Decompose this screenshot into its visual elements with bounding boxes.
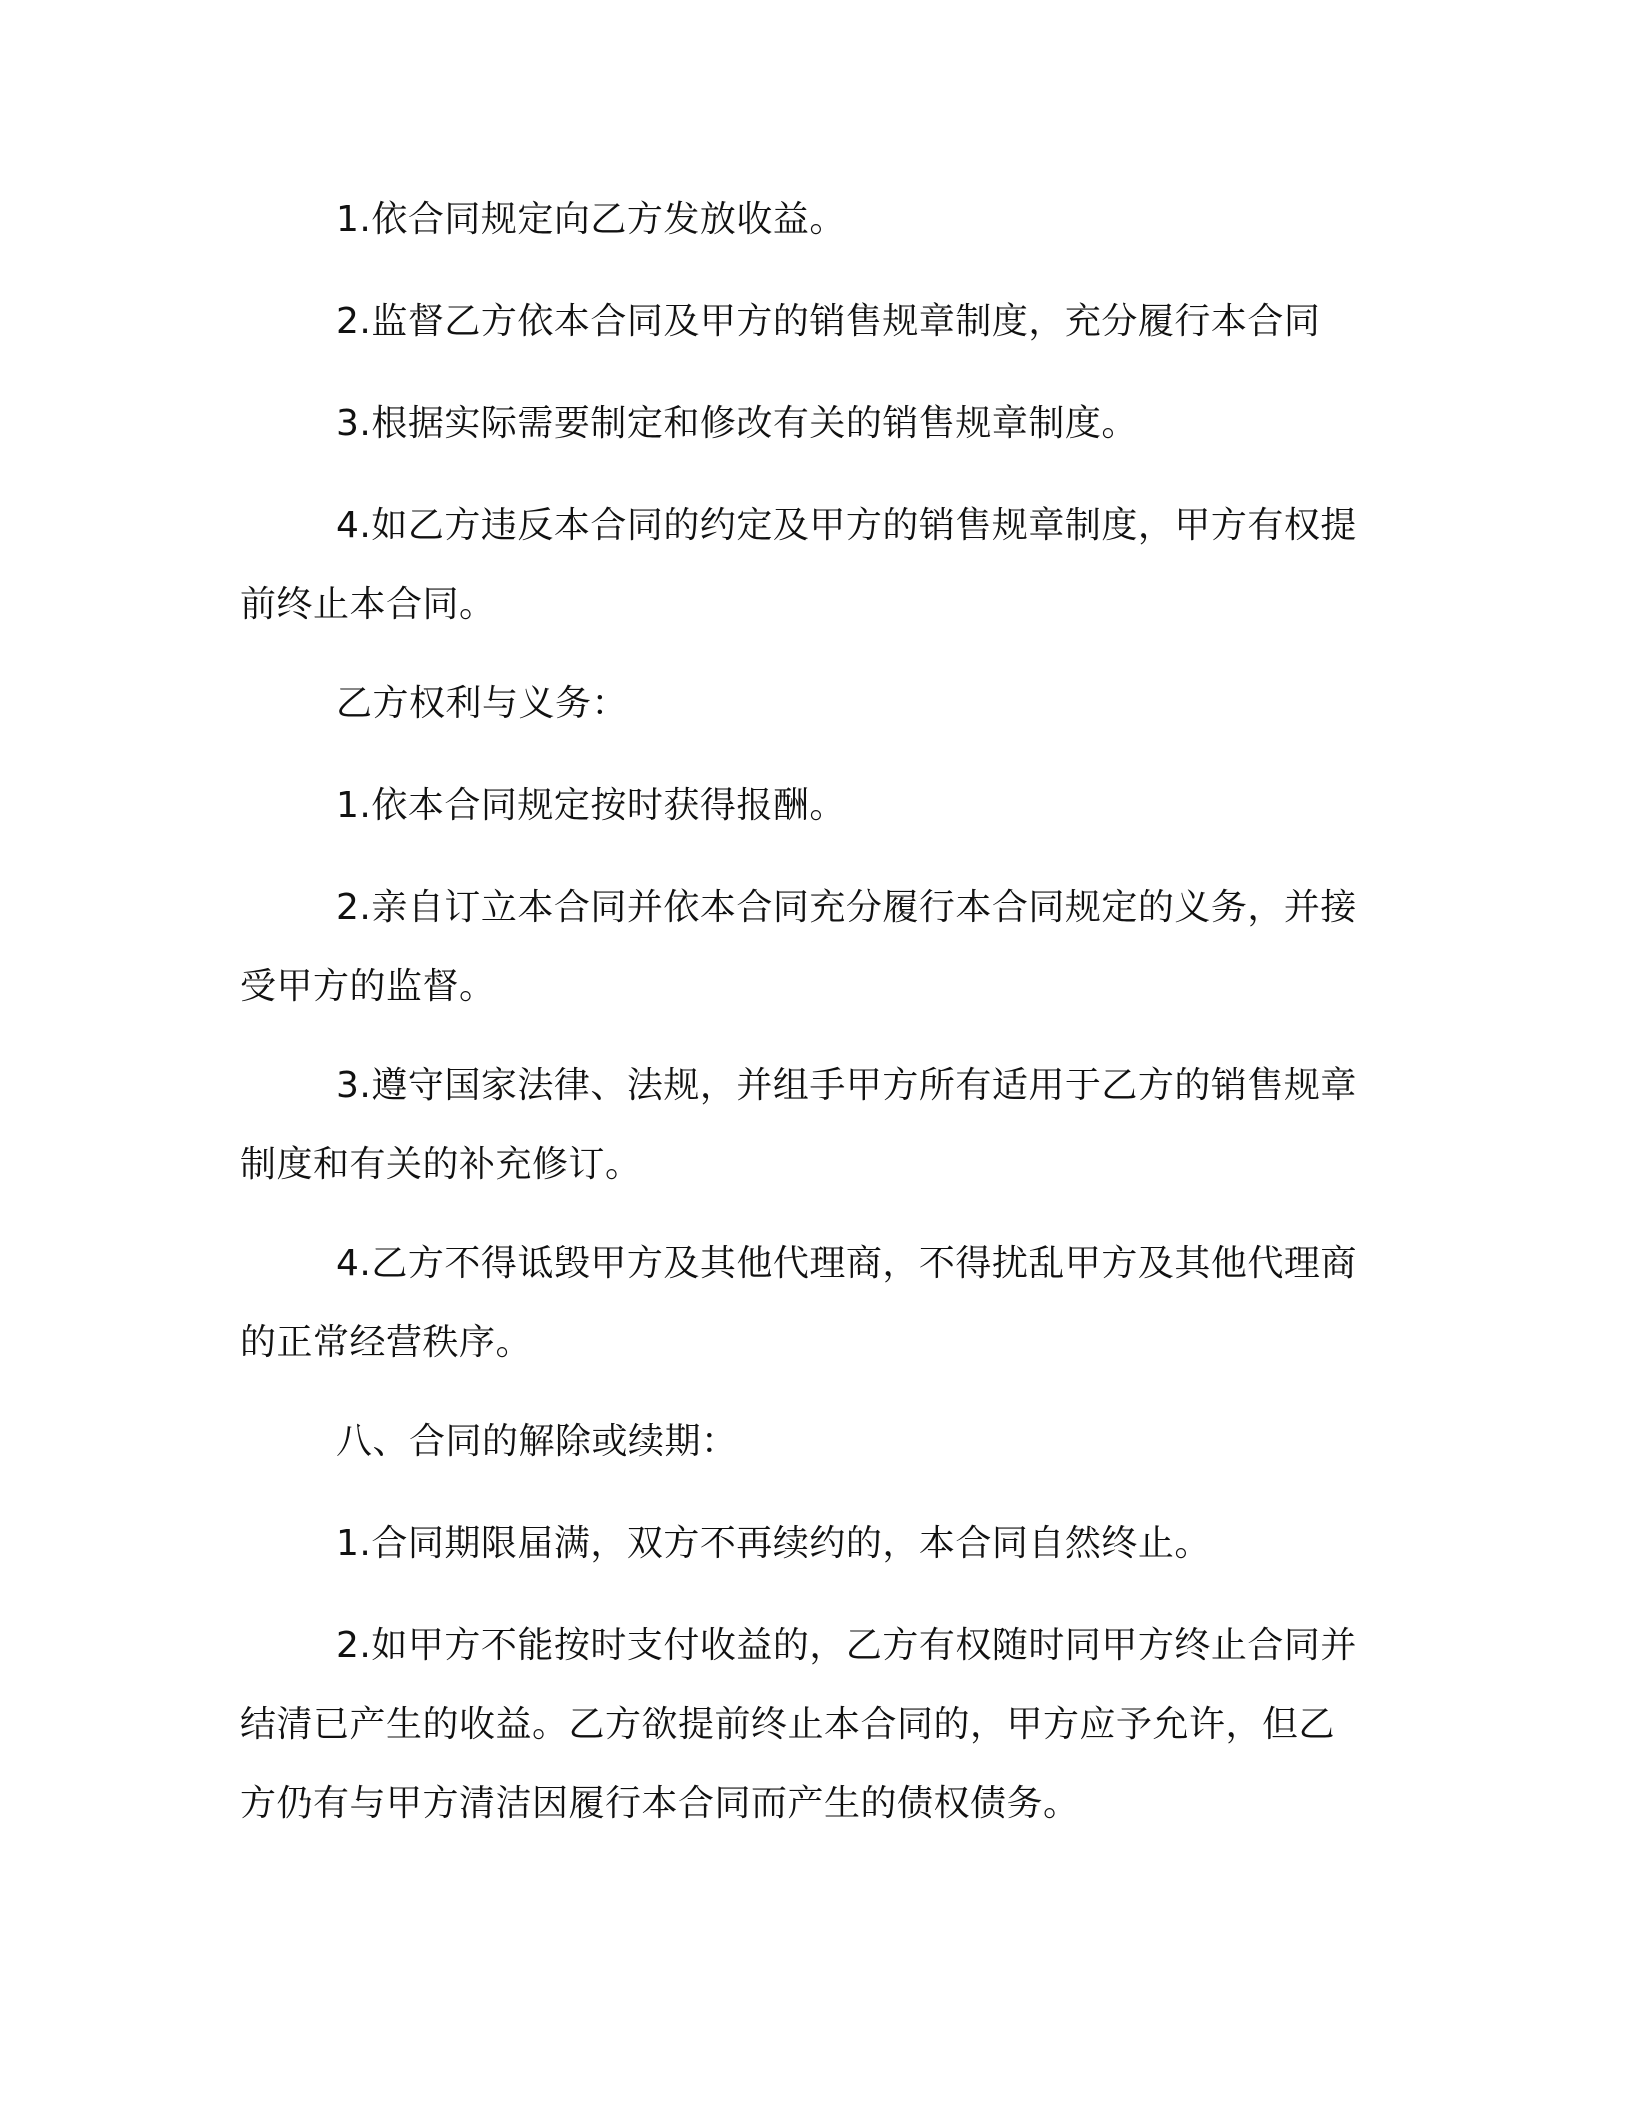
obligation-paragraph-3: 3.根据实际需要制定和修改有关的销售规章制度。 [336,403,1138,444]
obligation-paragraph-2: 2.监督乙方依本合同及甲方的销售规章制度，充分履行本合同 [336,301,1321,342]
termination-paragraph-2: 2.如甲方不能按时支付收益的，乙方有权随时同甲方终止合同并结清已产生的收益。乙方欲提前终止本合同的，甲方应予允许，但乙方仍有与甲方清洁因履行本合同而产生的债权债务。 [240,1625,1357,1824]
party-b-paragraph-4: 4.乙方不得诋毁甲方及其他代理商，不得扰乱甲方及其他代理商的正常经营秩序。 [240,1243,1357,1363]
termination-paragraph-1: 1.合同期限届满，双方不再续约的，本合同自然终止。 [336,1523,1211,1564]
party-b-paragraph-1: 1.依本合同规定按时获得报酬。 [336,785,846,826]
party-b-paragraph-2: 2.亲自订立本合同并依本合同充分履行本合同规定的义务，并接受甲方的监督。 [240,887,1357,1007]
section-heading-party-b: 乙方权利与义务： [336,683,629,724]
party-b-paragraph-3: 3.遵守国家法律、法规，并组手甲方所有适用于乙方的销售规章制度和有关的补充修订。 [240,1065,1357,1185]
obligation-paragraph-1: 1.依合同规定向乙方发放收益。 [336,199,846,240]
obligation-paragraph-4: 4.如乙方违反本合同的约定及甲方的销售规章制度，甲方有权提前终止本合同。 [240,505,1357,625]
section-heading-termination: 八、合同的解除或续期： [336,1421,738,1462]
